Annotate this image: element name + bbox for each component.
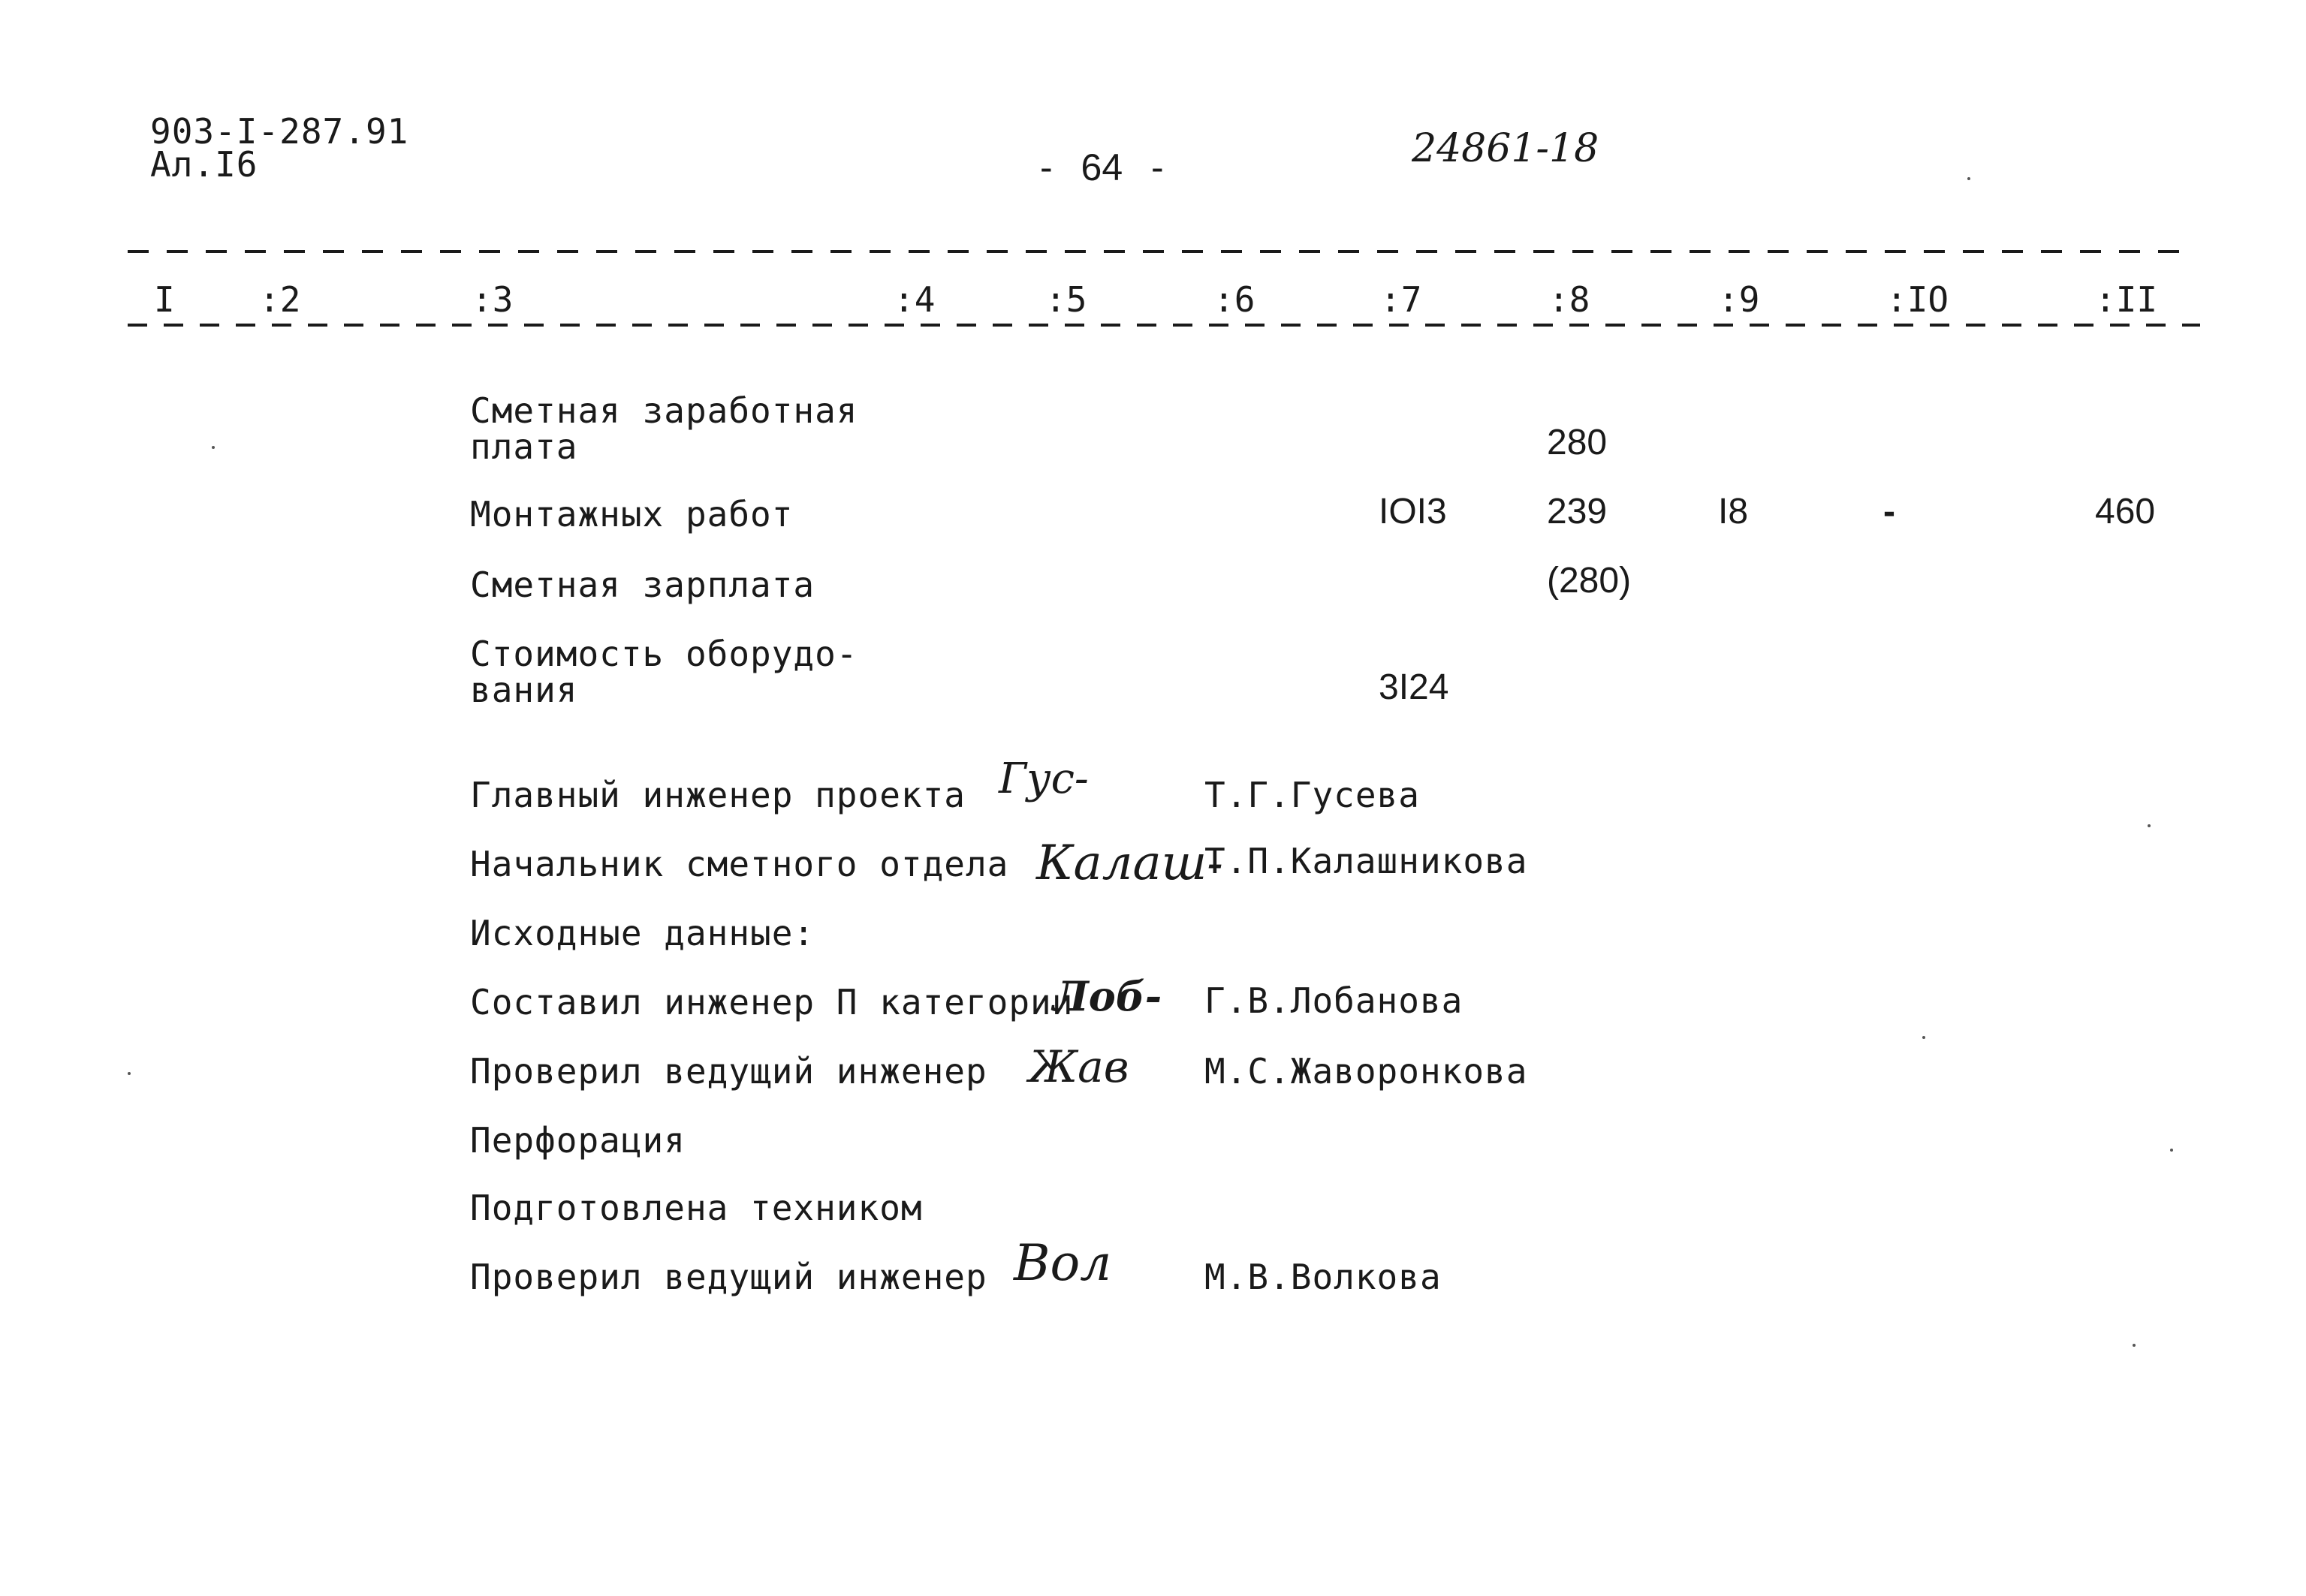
column-number-9: :9 bbox=[1718, 279, 1760, 320]
column-number-10: :IO bbox=[1886, 279, 1949, 320]
signature-role-6: Перфорация bbox=[470, 1120, 686, 1161]
scan-speck bbox=[1967, 177, 1970, 180]
row-3-col8: (280) bbox=[1547, 561, 1632, 601]
handwritten-reference: 24861-18 bbox=[1412, 126, 1599, 171]
scan-speck bbox=[2148, 824, 2151, 827]
signature-name-2: Т.П.Калашникова bbox=[1204, 841, 1528, 881]
signature-name-5: М.С.Жаворонкова bbox=[1204, 1051, 1528, 1092]
column-number-2: :2 bbox=[259, 279, 301, 320]
column-dashed-rule bbox=[128, 321, 2200, 329]
column-number-3: :3 bbox=[472, 279, 514, 320]
scan-speck bbox=[2170, 1149, 2173, 1152]
column-number-11: :II bbox=[2095, 279, 2158, 320]
row-2-col8: 239 bbox=[1547, 492, 1608, 531]
row-1-label-line1: Сметная заработная bbox=[470, 390, 858, 431]
top-dashed-rule bbox=[128, 248, 2185, 255]
row-4-label-line1: Стоимость оборудо- bbox=[470, 634, 858, 674]
signature-2: Калаш- bbox=[1036, 836, 1223, 891]
row-2-label: Монтажных работ bbox=[470, 494, 794, 535]
page-number: - 64 - bbox=[1040, 146, 1164, 188]
scan-speck bbox=[212, 446, 215, 449]
row-4-label-line2: вания bbox=[470, 670, 578, 710]
row-1-col8: 280 bbox=[1547, 423, 1608, 462]
column-number-1: I bbox=[154, 279, 175, 320]
row-2-col7: IOI3 bbox=[1379, 492, 1447, 531]
column-number-7: :7 bbox=[1380, 279, 1422, 320]
signature-role-3: Исходные данные: bbox=[470, 913, 815, 953]
row-2-col9: I8 bbox=[1718, 492, 1749, 531]
scan-speck bbox=[128, 1072, 131, 1075]
scan-speck bbox=[1922, 1036, 1925, 1039]
document-code: 903-I-287.91 bbox=[150, 111, 409, 152]
signature-role-2: Начальник сметного отдела bbox=[470, 844, 1009, 884]
row-2-col10: - bbox=[1883, 492, 1895, 531]
signature-role-8: Проверил ведущий инженер bbox=[470, 1257, 987, 1297]
signature-role-4: Составил инженер П категории bbox=[470, 982, 1074, 1022]
signature-role-1: Главный инженер проекта bbox=[470, 775, 966, 815]
signature-name-1: Т.Г.Гусева bbox=[1204, 775, 1420, 815]
signature-name-8: М.В.Волкова bbox=[1204, 1257, 1442, 1297]
sheet-label: Ал.I6 bbox=[150, 144, 258, 185]
signature-1: Гус- bbox=[999, 754, 1089, 803]
signature-name-4: Г.В.Лобанова bbox=[1204, 980, 1463, 1021]
row-1-label-line2: плата bbox=[470, 426, 578, 467]
signature-8: Вол bbox=[1014, 1234, 1112, 1292]
row-2-col11: 460 bbox=[2095, 492, 2156, 531]
row-4-col7: 3I24 bbox=[1379, 667, 1449, 707]
signature-4: Лоб- bbox=[1053, 972, 1162, 1020]
row-3-label: Сметная зарплата bbox=[470, 565, 815, 605]
column-number-8: :8 bbox=[1548, 279, 1590, 320]
signature-role-7: Подготовлена техником bbox=[470, 1188, 923, 1228]
column-number-6: :6 bbox=[1213, 279, 1255, 320]
signature-role-5: Проверил ведущий инженер bbox=[470, 1051, 987, 1092]
signature-5: Жав bbox=[1029, 1041, 1129, 1092]
scan-speck bbox=[2133, 1344, 2136, 1347]
column-number-4: :4 bbox=[894, 279, 936, 320]
column-number-5: :5 bbox=[1045, 279, 1087, 320]
